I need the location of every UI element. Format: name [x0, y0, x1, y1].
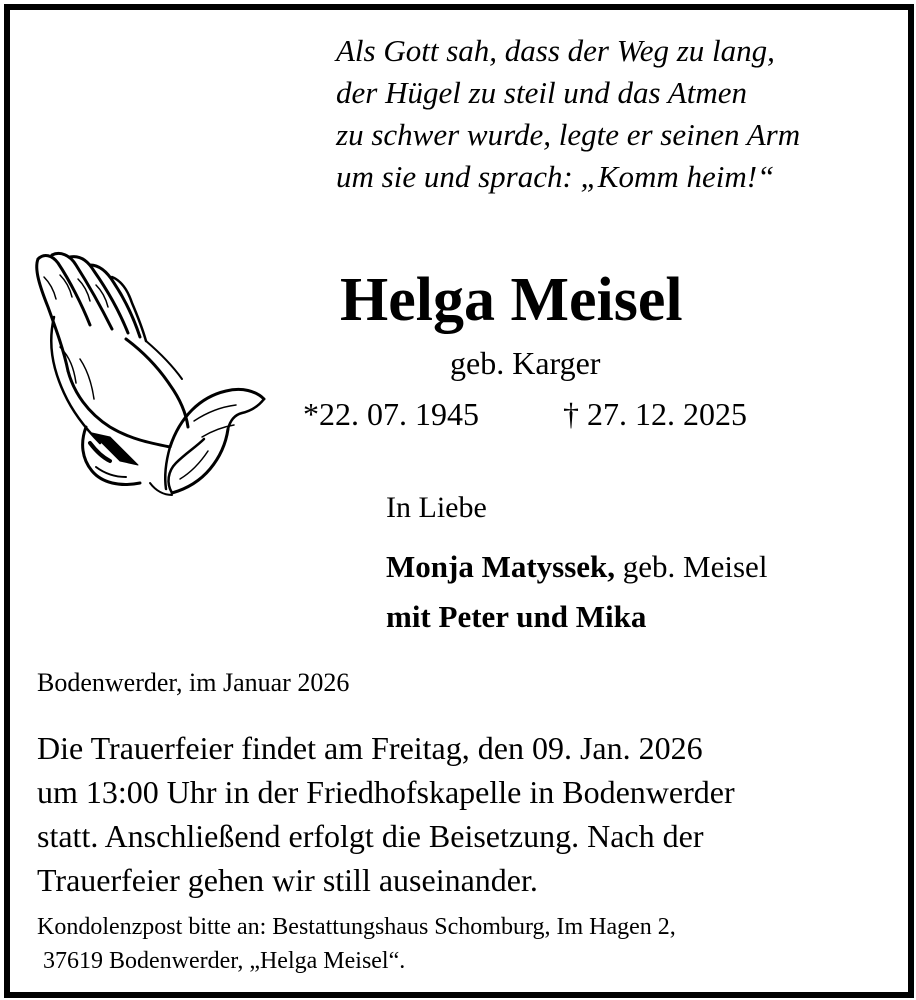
mourner-name: Monja Matyssek, [386, 549, 616, 584]
mourner-line [386, 546, 767, 588]
ceremony-notice [37, 726, 735, 902]
maiden-name: geb. Karger [450, 345, 601, 381]
poem-line: Als Gott sah, dass der Weg zu lang, [336, 33, 775, 68]
poem-line: um sie und sprach: „Komm heim!“ [336, 159, 775, 194]
praying-hands-icon [30, 247, 270, 507]
ceremony-line: um 13:00 Uhr in der Friedhofskapelle in Bodenwerder [37, 774, 735, 810]
condolence-address [37, 910, 676, 978]
poem-line: zu schwer wurde, legte er seinen Arm [336, 117, 801, 152]
mourner-family: mit Peter und Mika [386, 599, 647, 634]
place-date: Bodenwerder, im Januar 2026 [37, 668, 350, 697]
ceremony-line: statt. Anschließend erfolgt die Beisetzung. Nach der [37, 818, 704, 854]
mourners-intro: In Liebe [386, 491, 487, 524]
poem [336, 30, 800, 198]
condolence-line: 37619 Bodenwerder, „Helga Meisel“. [43, 948, 406, 974]
condolence-line: Kondolenzpost bitte an: Bestattungshaus Schomburg, Im Hagen 2, [37, 914, 676, 940]
ceremony-line: Die Trauerfeier findet am Freitag, den 09. Jan. 2026 [37, 730, 703, 766]
poem-line: der Hügel zu steil und das Atmen [336, 75, 748, 110]
death-date: † 27. 12. 2025 [563, 396, 747, 432]
mourner-maiden: geb. Meisel [615, 549, 768, 584]
birth-date: *22. 07. 1945 [303, 396, 479, 432]
deceased-name: Helga Meisel [340, 266, 683, 334]
ceremony-line: Trauerfeier gehen wir still auseinander. [37, 862, 538, 898]
